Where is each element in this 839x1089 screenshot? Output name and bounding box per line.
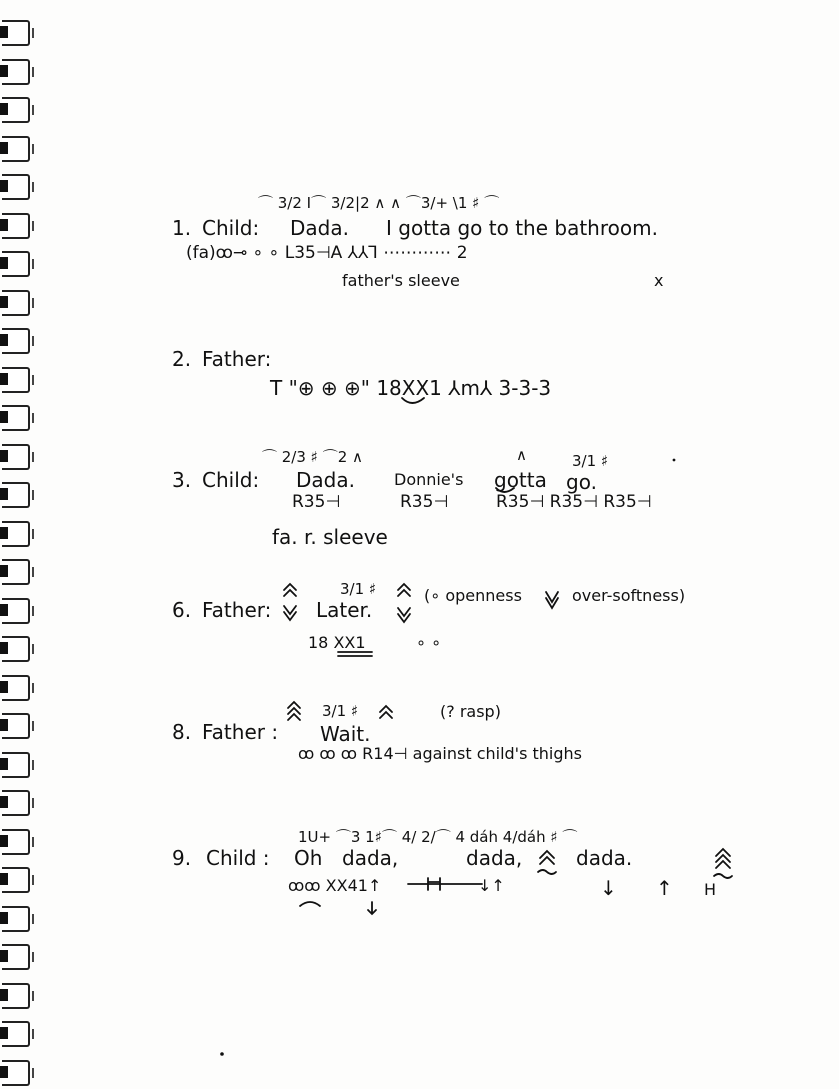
entry-9-kinesic-b: ↓↑ — [478, 876, 505, 895]
binding-ring — [2, 444, 30, 470]
entry-8-chevron-up-2 — [380, 706, 392, 718]
binding-ring — [2, 213, 30, 239]
spiral-binding — [0, 0, 40, 1089]
entry-2-number: 2. — [172, 347, 192, 371]
stray-dot-2 — [673, 459, 676, 462]
entry-3-word-go: go. — [566, 470, 597, 494]
entry-1-speaker: Child: — [202, 216, 260, 240]
entry-9-wave-2 — [714, 874, 732, 878]
entry-8-utterance: Wait. — [320, 722, 371, 746]
entry-9-chevron-up-2 — [716, 849, 730, 868]
entry-9-h-mark: H — [704, 880, 717, 899]
entry-1-gloss: father's sleeve — [342, 271, 460, 290]
entry-3-kinesic-2: R35⊣ — [400, 492, 449, 512]
entry-6-speaker: Father: — [202, 598, 272, 622]
entry-9-number: 9. — [172, 846, 192, 870]
binding-ring — [2, 1060, 30, 1086]
binding-ring — [2, 290, 30, 316]
entry-2-notation: T "⊕ ⊕ ⊕" 18XX1 ⅄m⅄ 3-3-3 — [270, 376, 552, 400]
entry-8-note: (? rasp) — [440, 702, 501, 721]
entry-9-prosody: 1U+ ⌒3 1♯⌒ 4/ 2/⌒ 4 dáh 4/dáh ♯ ⌒ — [298, 828, 578, 846]
binding-ring — [2, 829, 30, 855]
binding-ring — [2, 367, 30, 393]
entry-3-gloss: fa. r. sleeve — [272, 525, 388, 549]
entry-9-speaker: Child : — [206, 846, 270, 870]
entry-3-prosody-a: ⌒ 2/3 ♯ ⌒2 ∧ — [262, 448, 363, 466]
entry-1-number: 1. — [172, 216, 192, 240]
binding-ring — [2, 752, 30, 778]
entry-3-word-donnies: Donnie's — [394, 470, 464, 489]
entry-8-number: 8. — [172, 720, 192, 744]
entry-3-prosody-b: ∧ — [516, 446, 527, 464]
entry-9-arc-below — [300, 902, 320, 906]
entry-3-speaker: Child: — [202, 468, 260, 492]
entry-1-x-mark: x — [654, 271, 664, 290]
binding-ring — [2, 521, 30, 547]
entry-6-chevron-up-1 — [284, 584, 296, 596]
binding-ring — [2, 59, 30, 85]
entry-9-wave-1 — [538, 870, 556, 874]
entry-1-kinesic: (fa)ꝏ⊸ ∘ ∘ L35⊣A ⅄⅄⅂ ⋯⋯⋯⋯ 2 — [186, 243, 468, 263]
entry-9-h-symbol — [428, 878, 440, 890]
binding-ring — [2, 713, 30, 739]
entry-9-word-dada-1: dada, — [342, 846, 399, 870]
binding-ring — [2, 1021, 30, 1047]
entry-9-word-dada-3: dada. — [576, 846, 633, 870]
binding-ring — [2, 482, 30, 508]
entry-6-number: 6. — [172, 598, 192, 622]
entry-8-kinesic: ꝏ ꝏ ꝏ R14⊣ against child's thighs — [298, 744, 582, 763]
entry-6-chevron-up-2 — [398, 584, 410, 596]
binding-ring — [2, 675, 30, 701]
binding-ring — [2, 20, 30, 46]
binding-ring — [2, 867, 30, 893]
entry-8-chevron-up-1 — [288, 702, 300, 720]
binding-ring — [2, 944, 30, 970]
stray-dot — [220, 1052, 224, 1056]
entry-9-arrow-small — [368, 902, 376, 914]
entry-1-utterance: I gotta go to the bathroom. — [386, 216, 658, 240]
entry-3-prosody-c: 3/1 ♯ — [572, 452, 609, 470]
binding-ring — [2, 405, 30, 431]
entry-6-note-openness: (∘ openness — [424, 586, 522, 605]
binding-ring — [2, 983, 30, 1009]
entry-6-kinesic: 18 XX1 — [308, 633, 366, 652]
entry-8-speaker: Father : — [202, 720, 279, 744]
binding-ring — [2, 97, 30, 123]
binding-ring — [2, 559, 30, 585]
entry-1-prosody: ⌒ 3/2 I⌒ 3/2|2 ∧ ∧ ⌒3/+ \1 ♯ ⌒ — [258, 194, 500, 212]
entry-6-chevron-down-3 — [546, 592, 558, 608]
entry-3-word-gotta: gotta — [494, 468, 547, 492]
binding-ring — [2, 636, 30, 662]
entry-3-kinesic-1: R35⊣ — [292, 492, 341, 512]
entry-9-arrow-up: ↑ — [656, 876, 673, 900]
entry-9-word-oh: Oh — [294, 846, 323, 870]
entry-9-word-dada-2: dada, — [466, 846, 523, 870]
entry-3-kinesic-3: R35⊣ R35⊣ R35⊣ — [496, 492, 652, 512]
entry-6-kinesic-b: ∘ ∘ — [416, 633, 442, 652]
entry-1-utterance-dada: Dada. — [290, 216, 349, 240]
entry-2-speaker: Father: — [202, 347, 272, 371]
binding-ring — [2, 251, 30, 277]
binding-ring — [2, 598, 30, 624]
entry-9-chevron-up-1 — [540, 851, 554, 864]
entry-6-chevron-down-1 — [284, 606, 296, 620]
entry-9-arrow-down: ↓ — [600, 876, 617, 900]
entry-6-prosody: 3/1 ♯ — [340, 580, 377, 598]
entry-3-word-dada: Dada. — [296, 468, 355, 492]
binding-ring — [2, 136, 30, 162]
entry-6-utterance: Later. — [316, 598, 373, 622]
entry-6-note-oversoftness: over-softness) — [572, 586, 686, 605]
entry-9-kinesic: ꝏꝏ XX41↑ — [288, 876, 382, 895]
binding-ring — [2, 328, 30, 354]
entry-6-chevron-down-2 — [398, 608, 410, 622]
entry-8-prosody: 3/1 ♯ — [322, 702, 359, 720]
binding-ring — [2, 906, 30, 932]
entry-3-number: 3. — [172, 468, 192, 492]
binding-ring — [2, 790, 30, 816]
binding-ring — [2, 174, 30, 200]
